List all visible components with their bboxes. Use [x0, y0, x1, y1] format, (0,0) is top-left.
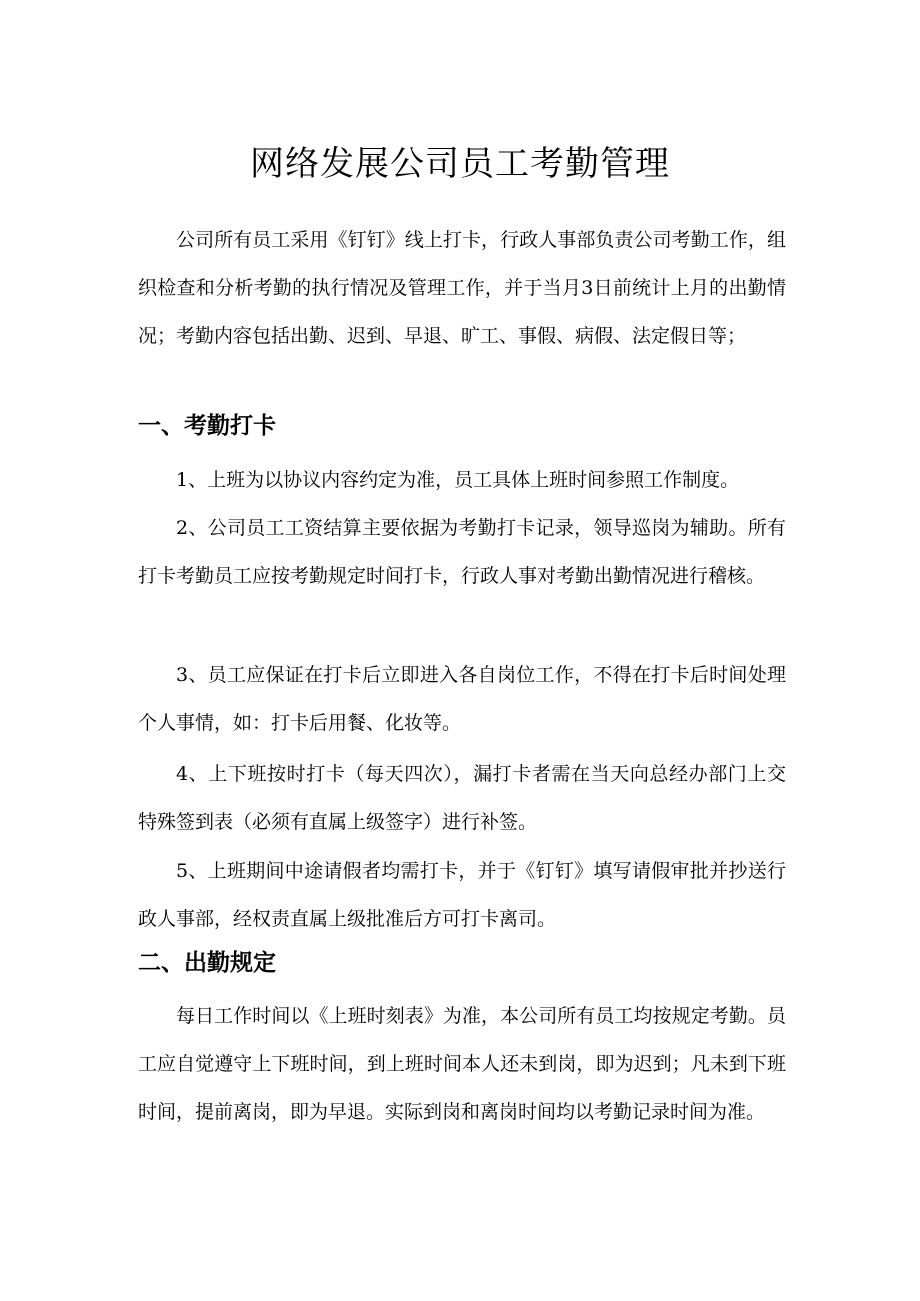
clock-in-rule-5: 5、上班期间中途请假者均需打卡，并于《钉钉》填写请假审批并抄送行政人事部，经权责直属上级批准后方可打卡离司。	[138, 860, 786, 930]
clock-in-rule-1: 1、上班为以协议内容约定为准，员工具体上班时间参照工作制度。	[176, 469, 740, 491]
section-heading-attendance-rules: 二、出勤规定	[138, 950, 276, 976]
clock-in-rule-3: 3、员工应保证在打卡后立即进入各自岗位工作，不得在打卡后时间处理个人事情，如：打卡后用餐、化妆等。	[138, 664, 786, 734]
clock-in-rule-2: 2、公司员工工资结算主要依据为考勤打卡记录，领导巡岗为辅助。所有打卡考勤员工应按考勤规定时间打卡，行政人事对考勤出勤情况进行稽核。	[138, 517, 786, 587]
intro-paragraph: 公司所有员工采用《钉钉》线上打卡，行政人事部负责公司考勤工作，组织检查和分析考勤的执行情况及管理工作，并于当月3日前统计上月的出勤情况；考勤内容包括出勤、迟到、早退、旷工、事假、病假、法定假日等；	[138, 229, 786, 347]
document-title: 网络发展公司员工考勤管理	[250, 144, 670, 184]
attendance-rules-paragraph: 每日工作时间以《上班时刻表》为准，本公司所有员工均按规定考勤。员工应自觉遵守上下班时间，到上班时间本人还未到岗，即为迟到；凡未到下班时间，提前离岗，即为早退。实际到岗和离岗时间均以考勤记录时间为准。	[138, 1005, 786, 1123]
clock-in-rule-4: 4、上下班按时打卡（每天四次），漏打卡者需在当天向总经办部门上交特殊签到表（必须有直属上级签字）进行补签。	[138, 763, 786, 833]
section-heading-attendance-clock-in: 一、考勤打卡	[138, 413, 276, 439]
